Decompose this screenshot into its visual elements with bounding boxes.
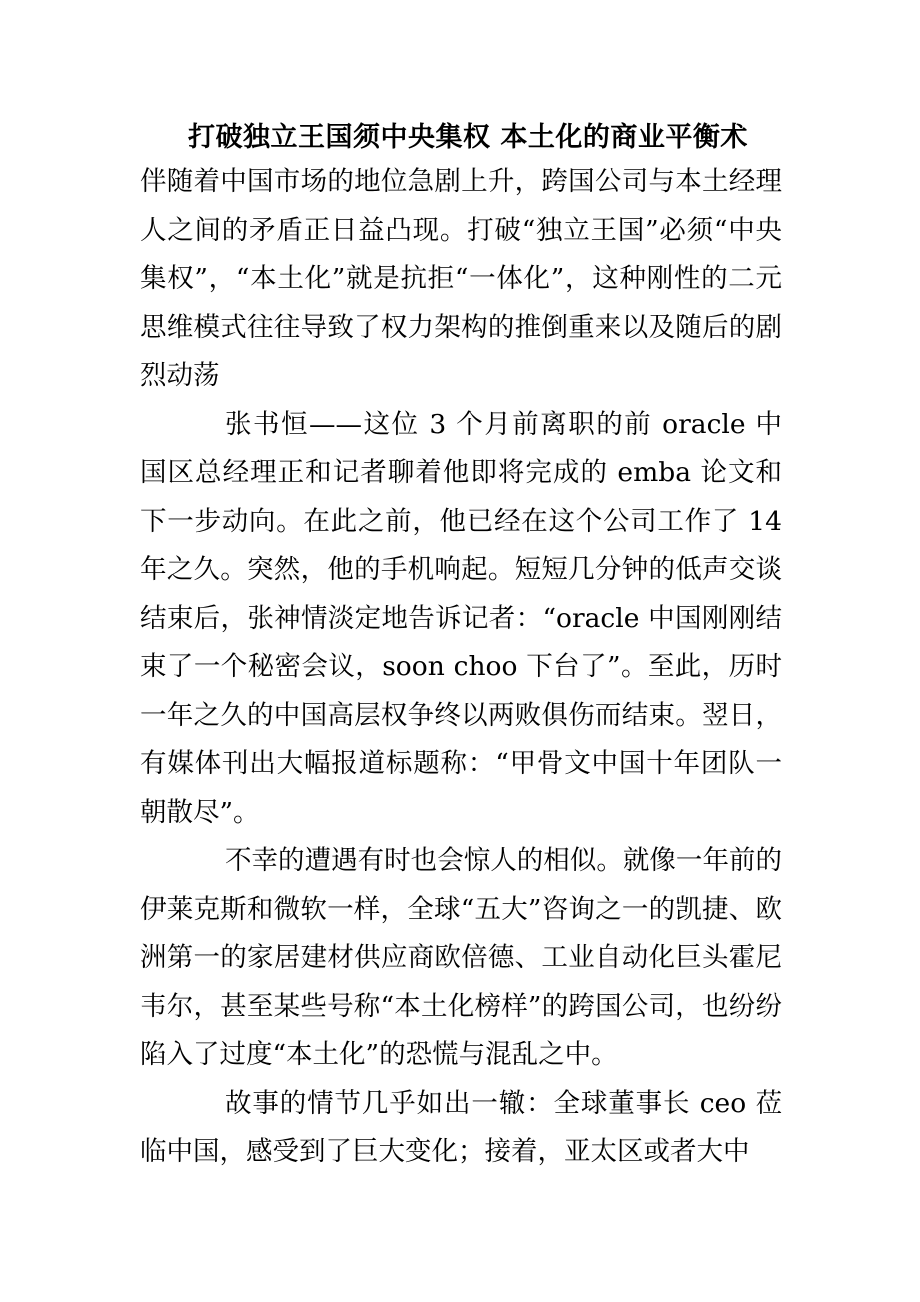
intro-paragraph: 伴随着中国市场的地位急剧上升，跨国公司与本土经理人之间的矛盾正日益凸现。打破“独立王国”必须“中央集权”，“本土化”就是抗拒“一体化”，这种刚性的二元思维模式往往导致了权力架构的推倒重来以及随后的剧烈动荡 — [140, 166, 782, 391]
article-title: 打破独立王国须中央集权 本土化的商业平衡术 — [188, 122, 748, 153]
body-paragraph: 故事的情节几乎如出一辙：全球董事长 ceo 莅临中国，感受到了巨大变化；接着，亚太区或者大中 — [140, 1087, 782, 1167]
body-paragraph: 不幸的遭遇有时也会惊人的相似。就像一年前的伊莱克斯和微软一样，全球“五大”咨询之一的凯捷、欧洲第一的家居建材供应商欧倍德、工业自动化巨头霍尼韦尔，甚至某些号称“本土化榜样”的跨国公司，也纷纷陷入了过度“本土化”的恐慌与混乱之中。 — [140, 845, 782, 1070]
document-page — [140, 118, 782, 1177]
body-paragraph: 张书恒——这位 3 个月前离职的前 oracle 中国区总经理正和记者聊着他即将完成的 emba 论文和下一步动向。在此之前，他已经在这个公司工作了 14 年之久。突然，他的手机响起。短短几分钟的低声交谈结束后，张神情淡定地告诉记者：“oracle 中国刚刚结束了一个秘密会议，soon choo 下台了”。至此，历时一年之久的中国高层权争终以两败俱伤而结束。翌日，有媒体刊出大幅报道标题称：“甲骨文中国十年团队一朝散尽”。 — [140, 408, 782, 828]
